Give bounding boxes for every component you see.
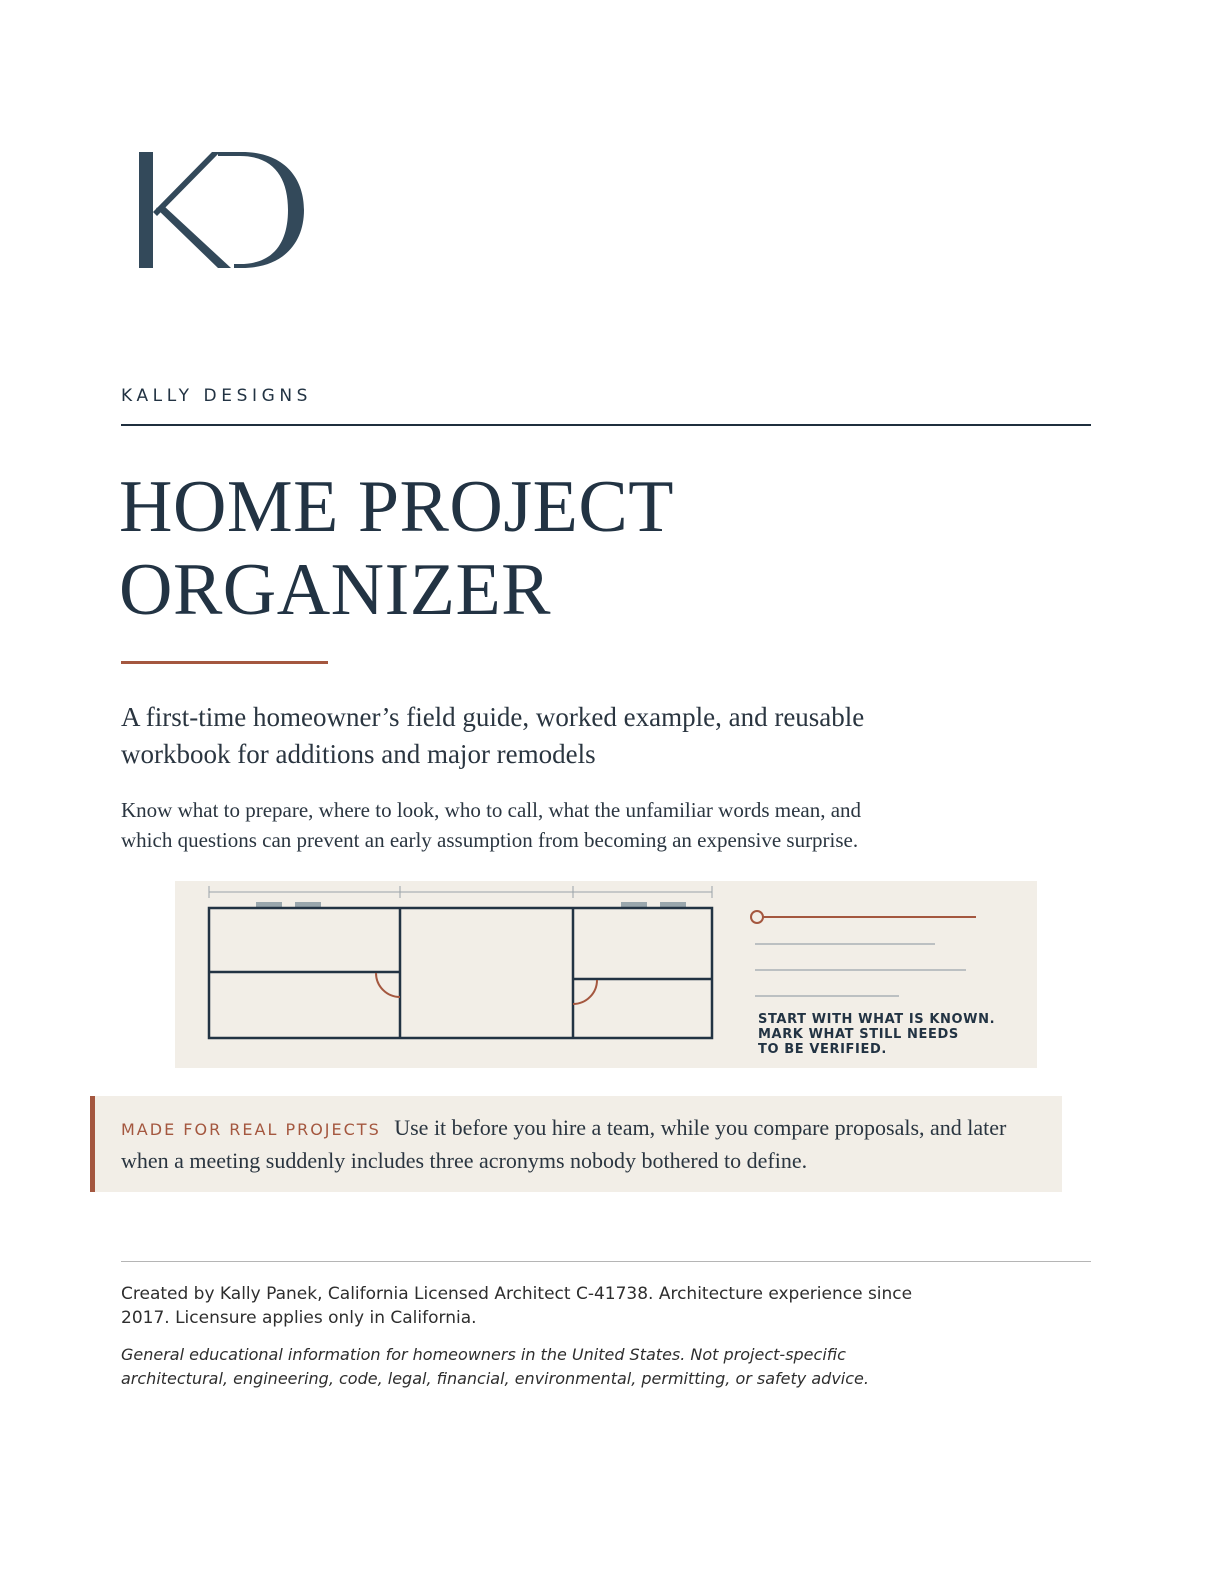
window-mark <box>256 902 282 907</box>
callout-text-block <box>121 1112 1041 1176</box>
header-divider <box>121 424 1091 426</box>
caption-line-2: MARK WHAT STILL NEEDS <box>758 1027 959 1042</box>
title-line-1: HOME PROJECT <box>119 466 674 548</box>
kd-monogram-logo <box>134 148 306 272</box>
callout-accent-bar <box>90 1096 95 1192</box>
intro-paragraph: Know what to prepare, where to look, who to call, what the unfamiliar words mean, and which questions can prevent an early assumption from becoming an expensive surprise. <box>121 798 862 852</box>
title-accent-rule <box>121 661 328 664</box>
window-mark <box>621 902 647 907</box>
disclaimer: General educational information for homeowners in the United States. Not project-specific architectural, engineering, code, legal, financial, environmental, permitting, or safety advice. <box>121 1345 869 1388</box>
brand-name: KALLY DESIGNS <box>121 386 313 406</box>
document-title <box>119 466 674 632</box>
caption-line-3: TO BE VERIFIED. <box>758 1042 887 1057</box>
callout-body: Use it before you hire a team, while you compare proposals, and later when a meeting suddenly includes three acronyms nobody bothered to define. <box>121 1115 1007 1173</box>
author-credit: Created by Kally Panek, California Licensed Architect C-41738. Architecture experience since 2017. Licensure applies only in California. <box>121 1284 913 1328</box>
subtitle: A first-time homeowner’s field guide, worked example, and reusable workbook for additions and major remodels <box>121 702 865 769</box>
window-mark <box>295 902 321 907</box>
caption-line-1: START WITH WHAT IS KNOWN. <box>758 1012 996 1027</box>
footer-divider <box>121 1261 1091 1262</box>
callout-box <box>90 1096 1062 1192</box>
floor-plan-illustration <box>175 881 1037 1068</box>
callout-kicker: MADE FOR REAL PROJECTS <box>121 1120 381 1139</box>
window-mark <box>660 902 686 907</box>
title-line-2: ORGANIZER <box>119 549 552 631</box>
